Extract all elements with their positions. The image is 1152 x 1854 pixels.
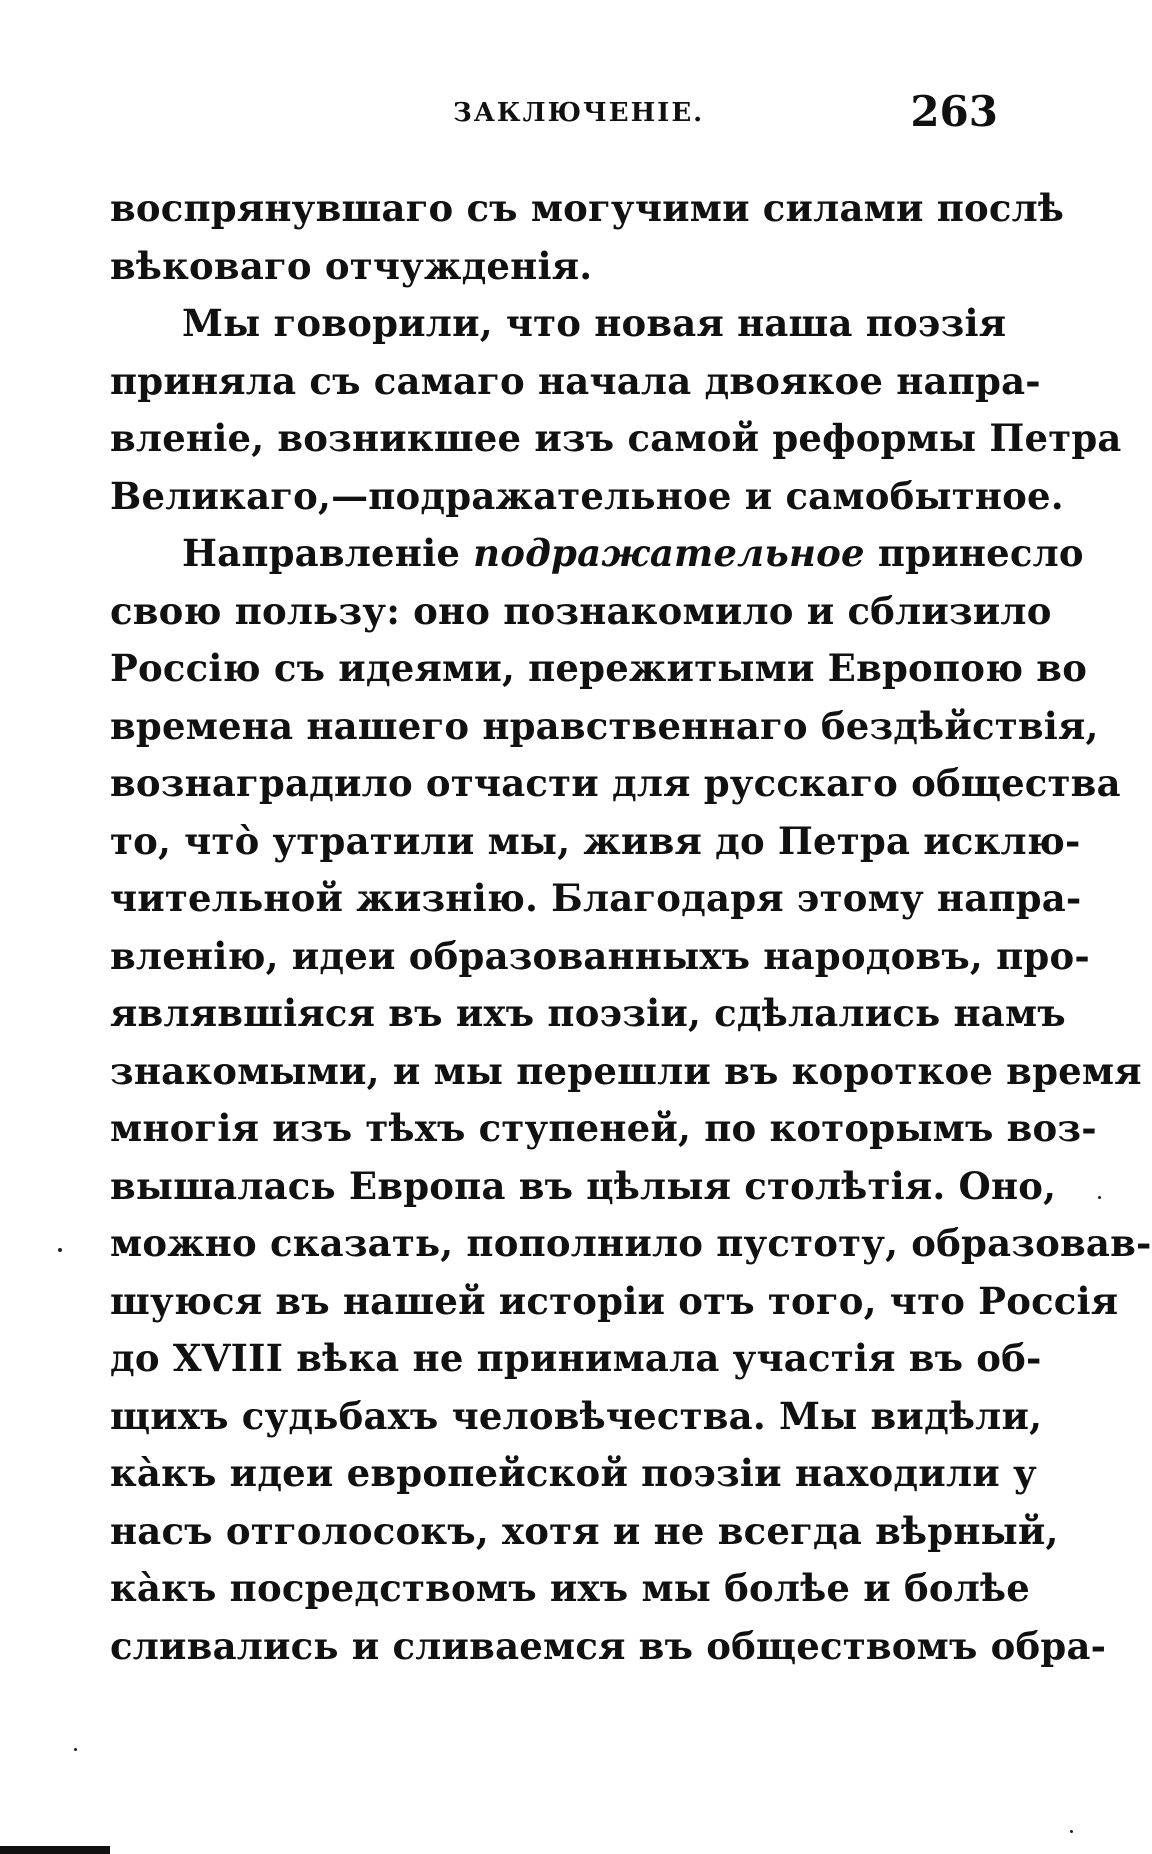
text-line: сливались и сливаемся въ обществомъ обра-: [110, 1623, 1107, 1668]
text-line: вѣковаго отчужденія.: [110, 243, 593, 288]
text-line: Великаго,—подражательное и самобытное.: [110, 473, 1064, 518]
text-segment: Направленіе: [182, 531, 474, 575]
text-line: до XVIII вѣка не принимала участія въ об-: [110, 1336, 1042, 1380]
text-line: вленію, идеи образованныхъ народовъ, про-: [110, 933, 1090, 978]
emphasized-term: подражательное: [473, 531, 865, 575]
print-speck: [74, 1748, 77, 1751]
text-line: то, что̀ утратили мы, живя до Петра исклю-: [110, 818, 1081, 863]
bottom-edge-rule: [0, 1846, 110, 1854]
text-line: являвшіяся въ ихъ поэзіи, сдѣлались намъ: [110, 991, 1066, 1035]
page-number: 263: [910, 87, 998, 136]
text-line: вленіе, возникшее изъ самой реформы Петра: [110, 416, 1122, 460]
paragraph-first-line: [110, 525, 1084, 583]
text-line: чительной жизнію. Благодаря этому напра-: [110, 876, 1082, 920]
text-line: знакомыми, и мы перешли въ короткое время: [110, 1048, 1142, 1093]
text-line: свою пользу: оно познакомило и сблизило: [110, 588, 1052, 633]
paragraph-first-line: Мы говорили, что новая наша поэзія: [182, 301, 1007, 345]
text-line: Россію съ идеями, пережитыми Европою во: [110, 646, 1088, 690]
text-line: приняла съ самаго начала двоякое напра-: [110, 358, 1041, 403]
text-line: ка̀къ посредствомъ ихъ мы болѣе и болѣе: [110, 1566, 1030, 1610]
text-line: щихъ судьбахъ человѣчества. Мы видѣли,: [110, 1393, 1043, 1438]
text-line: вышалась Европа въ цѣлыя столѣтія. Оно,: [110, 1163, 1057, 1208]
running-title: ЗАКЛЮЧЕНІЕ.: [453, 98, 705, 128]
print-speck: [58, 1248, 62, 1252]
text-line: можно сказать, пополнило пустоту, образовав-: [110, 1221, 1152, 1265]
text-line: шуюся въ нашей исторіи отъ того, что Россія: [110, 1278, 1119, 1323]
body-text: [110, 180, 1152, 1675]
text-line: времена нашего нравственнаго бездѣйствія,: [110, 703, 1099, 748]
text-line: ка̀къ идеи европейской поэзіи находили у: [110, 1451, 1037, 1495]
running-head: [110, 88, 998, 138]
text-line: вознаградило отчасти для русскаго общества: [110, 761, 1121, 805]
text-segment: принесло: [864, 531, 1084, 575]
print-speck: [1070, 1830, 1073, 1833]
text-line: многія изъ тѣхъ ступеней, по которымъ воз-: [110, 1106, 1097, 1150]
text-line: насъ отголосокъ, хотя и не всегда вѣрный,: [110, 1508, 1059, 1553]
text-line: воспрянувшаго съ могучими силами послѣ: [110, 186, 1065, 230]
print-speck: [1098, 1196, 1101, 1199]
